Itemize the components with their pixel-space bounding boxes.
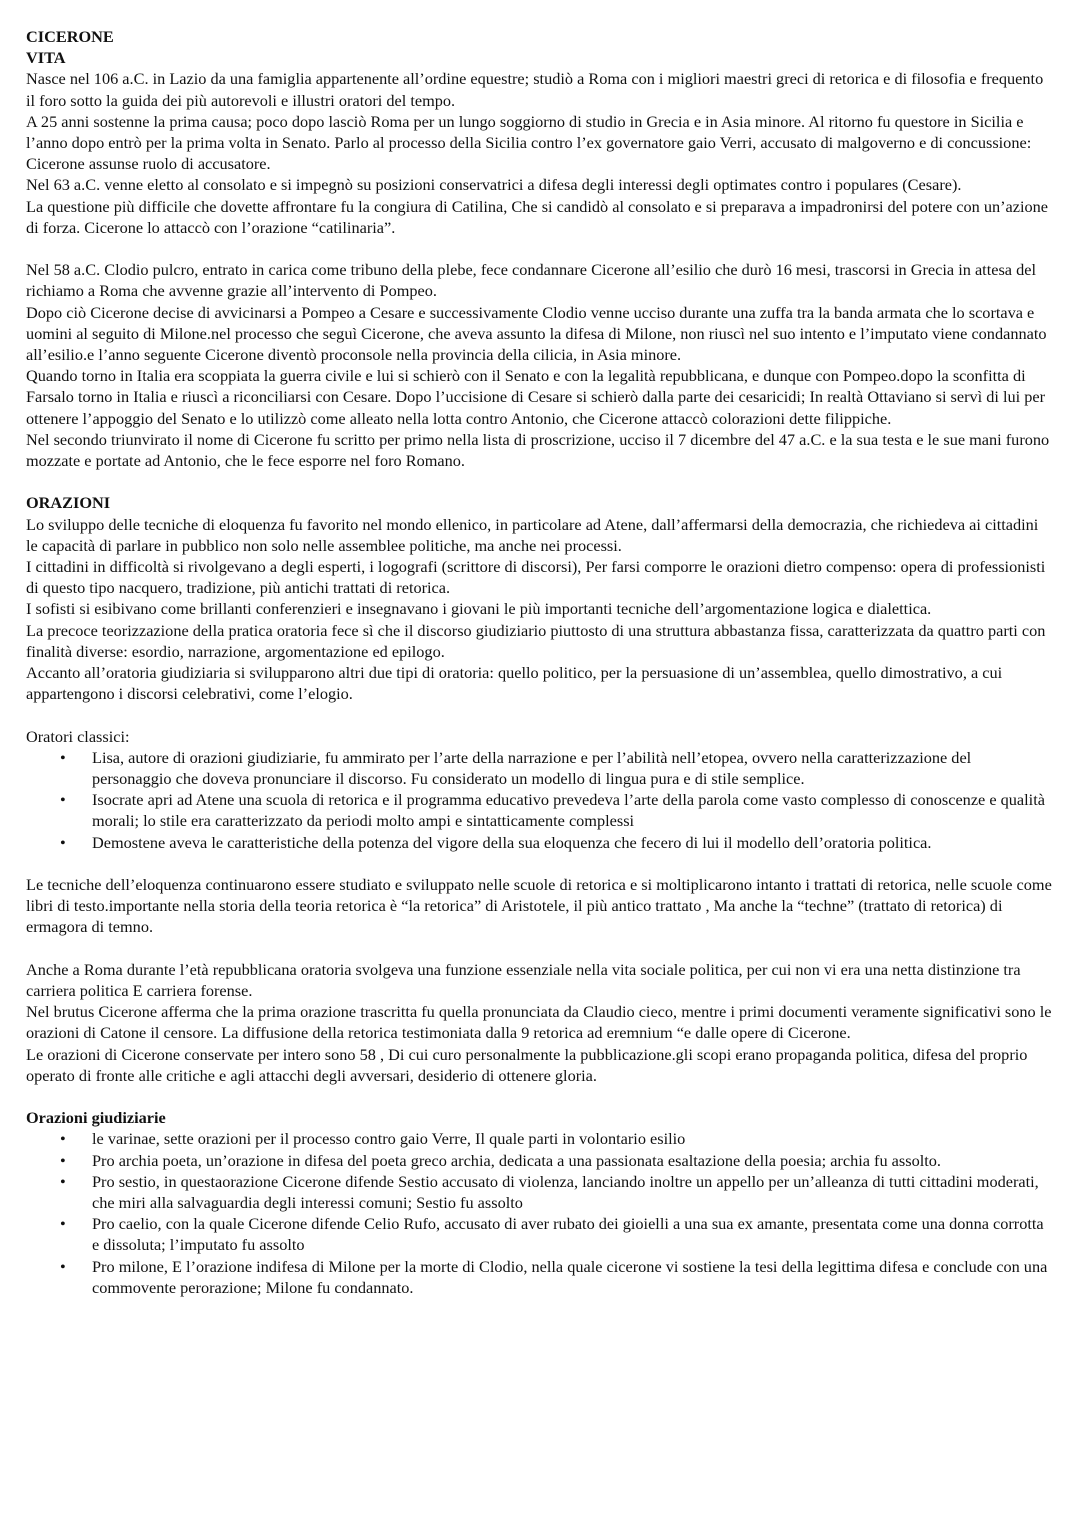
blank-line: [26, 704, 1054, 725]
bullet-icon: •: [60, 1150, 66, 1170]
paragraph: Nel brutus Cicerone afferma che la prima orazione trascritta fu quella pronunciata da Claudio cieco, mentre i primi documenti veramente significativi sono le orazioni di Catone il censore. La diffusione della retorica testimoniata dalla 9 retorica ad eremnium “e dalle opere di Cicerone.: [26, 1002, 1052, 1043]
bullet-icon: •: [60, 790, 66, 810]
oratori-list: [26, 747, 1054, 853]
oratori-label: Oratori classici:: [26, 726, 130, 746]
list-item: [26, 1213, 1054, 1255]
paragraph: Lo sviluppo delle tecniche di eloquenza fu favorito nel mondo ellenico, in particolare ad Atene, dall’affermarsi della democrazia, che richiedeva ai cittadini le capacità di parlare in pubblico non solo nelle assemblee politiche, ma anche nei processi.: [26, 514, 1039, 555]
bullet-icon: •: [60, 1256, 66, 1276]
list-item-text: Pro milone, E l’orazione indifesa di Milone per la morte di Clodio, nella quale cicerone vi sostiene la tesi della legittima difesa e conclude con una commovente perorazione; Milone fu condannato.: [92, 1256, 1048, 1297]
bullet-icon: •: [60, 747, 66, 767]
paragraph: Dopo ciò Cicerone decise di avvicinarsi a Pompeo a Cesare e successivamente Clodio venne ucciso durante una zuffa tra la banda armata che lo scortava e uomini al seguito di Milone.nel processo che seguì Cicerone, che aveva assunto la difesa di Milone, non riuscì nel suo intento e l’imputato viene condannato all’esilio.e l’anno seguente Cicerone diventò proconsole nella provincia della cilicia, in Asia minore.: [26, 302, 1047, 365]
section-heading-vita: VITA: [26, 48, 66, 68]
paragraph: Quando torno in Italia era scoppiata la guerra civile e lui si schierò con il Senato e con la legalità repubblicana, e dunque con Pompeo.dopo la sconfitta di Farsalo torno in Italia e riuscì a riconciliarsi con Cesare. Dopo l’uccisione di Cesare si schierò dalla parte dei cesaricidi; In realtà Ottaviano si servì di lui per ottenere l’appoggio del Senato e lo utilizzò come alleato nella lotta contro Antonio, che Cicerone attaccò colorazioni dette filippiche.: [26, 366, 1046, 428]
paragraph: A 25 anni sostenne la prima causa; poco dopo lasciò Roma per un lungo soggiorno di studio in Grecia e in Asia minore. Al ritorno fu questore in Sicilia e l’anno dopo entrò per la prima volta in Senato. Parlo al processo della Sicilia contro l’ex governatore gaio Verri, accusato di malgoverno e di concussione: Cicerone assunse ruolo di accusatore.: [26, 111, 1032, 174]
blank-line: [26, 238, 1054, 259]
blank-line: [26, 938, 1054, 959]
bullet-icon: •: [60, 1214, 66, 1234]
list-item: [26, 1171, 1054, 1213]
bullet-icon: •: [60, 1129, 66, 1149]
list-item: [26, 1128, 1054, 1149]
list-item-text: Pro archia poeta, un’orazione in difesa del poeta greco archia, dedicata a una passionata esaltazione della poesia; archia fu assolto.: [92, 1150, 941, 1170]
bullet-icon: •: [60, 832, 66, 852]
bullet-icon: •: [60, 1171, 66, 1191]
list-item: [26, 832, 1054, 853]
paragraph: I sofisti si esibivano come brillanti conferenzieri e insegnavano i giovani le più importanti tecniche dell’argomentazione logica e dialettica.: [26, 599, 932, 619]
document-title: CICERONE: [26, 27, 114, 46]
section-heading-orazioni: ORAZIONI: [26, 493, 111, 513]
paragraph: Le tecniche dell’eloquenza continuarono essere studiato e sviluppato nelle scuole di retorica e si moltiplicarono intanto i trattati di retorica, nelle scuole come libri di testo.importante nella storia della teoria retorica è “la retorica” di Aristotele, il più antico trattato , Ma anche la “techne” (trattato di retorica) di ermagora di temno.: [26, 875, 1052, 937]
list-item-text: Demostene aveva le caratteristiche della potenza del vigore della sua eloquenza che fecero di lui il modello dell’oratoria politica.: [92, 832, 932, 852]
paragraph: Nel 63 a.C. venne eletto al consolato e si impegnò su posizioni conservatrici a difesa degli interessi degli optimates contro i populares (Cesare).: [26, 175, 962, 195]
section-heading-giudiziarie: Orazioni giudiziarie: [26, 1108, 166, 1128]
list-item-text: Lisa, autore di orazioni giudiziarie, fu ammirato per l’arte della narrazione e per l’abilità nell’etopea, ovvero nella caratterizzazione del personaggio che doveva pronunciare il discorso. Fu considerato un modello di lingua pura e di stile semplice.: [92, 747, 972, 789]
list-item: [26, 747, 1054, 789]
paragraph: Le orazioni di Cicerone conservate per intero sono 58 , Di cui curo personalmente la pubblicazione.gli scopi erano propaganda politica, difesa del proprio operato di fronte alle critiche e agli attacchi degli avversari, desiderio di ottenere gloria.: [26, 1044, 1028, 1085]
paragraph: La questione più difficile che dovette affrontare fu la congiura di Catilina, Che si candidò al consolato e si preparava a impadronirsi del potere con un’azione di forza. Cicerone lo attaccò con l’orazione “catilinaria”.: [26, 196, 1049, 237]
paragraph: Nasce nel 106 a.C. in Lazio da una famiglia appartenente all’ordine equestre; studiò a Roma con i migliori maestri greci di retorica e di filosofia e frequento il foro sotto la guida dei più autorevoli e illustri oratori del tempo.: [26, 69, 1044, 110]
blank-line: [26, 471, 1054, 492]
paragraph: Nel 58 a.C. Clodio pulcro, entrato in carica come tribuno della plebe, fece condannare Cicerone all’esilio che durò 16 mesi, trascorsi in Grecia in attesa del richiamo a Roma che avvenne grazie all’intervento di Pompeo.: [26, 260, 1036, 301]
list-item: [26, 789, 1054, 831]
paragraph: Anche a Roma durante l’età repubblicana oratoria svolgeva una funzione essenziale nella vita sociale politica, per cui non vi era una netta distinzione tra carriera politica E carriera forense.: [26, 959, 1021, 1001]
blank-line: [26, 1086, 1054, 1107]
list-item-text: le varinae, sette orazioni per il processo contro gaio Verre, Il quale parti in volontario esilio: [92, 1129, 686, 1149]
giudiziarie-list: [26, 1128, 1054, 1298]
list-item: [26, 1256, 1054, 1298]
blank-line: [26, 853, 1054, 874]
paragraph: I cittadini in difficoltà si rivolgevano a degli esperti, i logografi (scrittore di discorsi), Per farsi comporre le orazioni dietro compenso: opera di professionisti di questo tipo nacquero, tradizione, più antichi trattati di retorica.: [26, 557, 1046, 598]
list-item-text: Isocrate apri ad Atene una scuola di retorica e il programma educativo prevedeva l’arte della parola come vasto complesso di conoscenze e qualità morali; lo stile era caratterizzato da periodi molto ampi e sintatticamente complessi: [92, 790, 1045, 831]
list-item-text: Pro sestio, in questaorazione Cicerone difende Sestio accusato di violenza, lanciando inoltre un appello per un’alleanza di tutti cittadini moderati, che miri alla salvaguardia degli interessi comuni; Sestio fu assolto: [92, 1171, 1039, 1213]
paragraph: La precoce teorizzazione della pratica oratoria fece sì che il discorso giudiziario piuttosto di una struttura abbastanza fissa, caratterizzata da quattro parti con finalità diverse: esordio, narrazione, argomentazione ed epilogo.: [26, 620, 1046, 661]
paragraph: Nel secondo triunvirato il nome di Cicerone fu scritto per primo nella lista di proscrizione, ucciso il 7 dicembre del 47 a.C. e la sua testa e le sue mani furono mozzate e portate ad Antonio, che le fece esporre nel foro Romano.: [26, 429, 1050, 471]
paragraph: Accanto all’oratoria giudiziaria si svilupparono altri due tipi di oratoria: quello politico, per la persuasione di un’assemblea, quello dimostrativo, a cui appartengono i discorsi celebrativi, come l’elogio.: [26, 663, 1003, 704]
list-item-text: Pro caelio, con la quale Cicerone difende Celio Rufo, accusato di aver rubato dei gioielli a una sua ex amante, presentata come una donna corrotta e dissoluta; l’imputato fu assolto: [92, 1214, 1044, 1255]
list-item: [26, 1150, 1054, 1171]
